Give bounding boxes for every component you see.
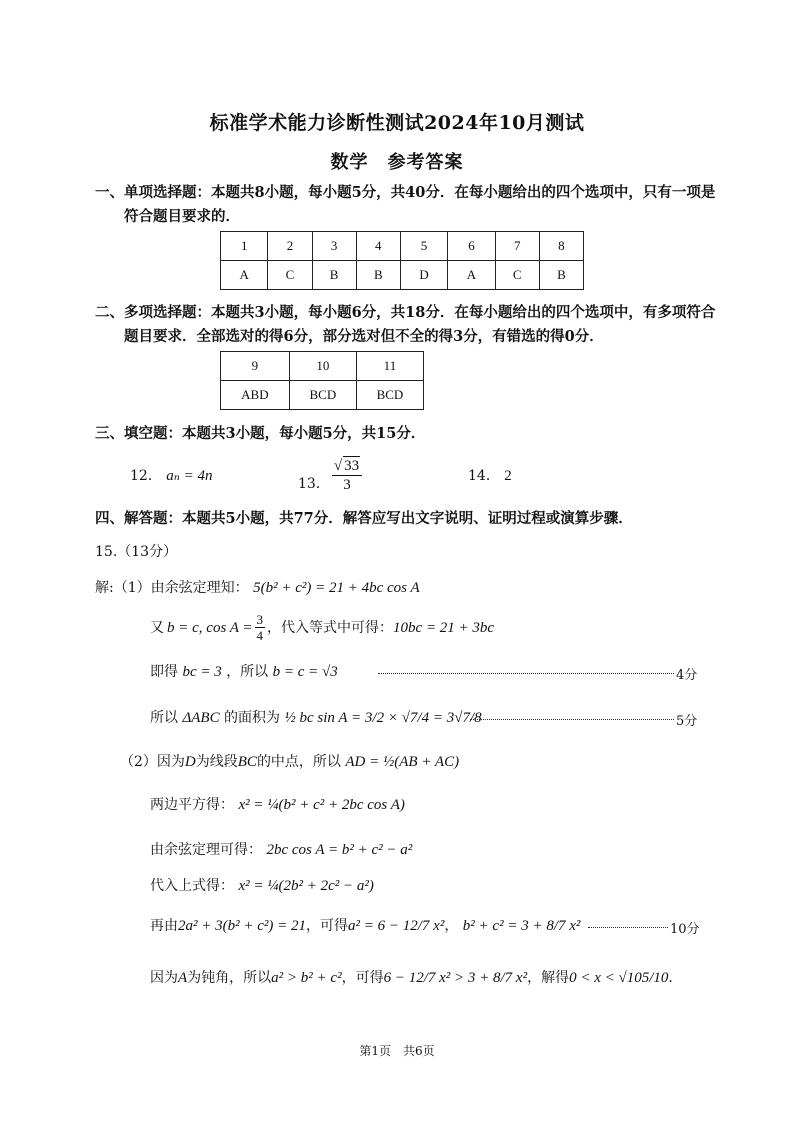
table-row-questions: [221, 232, 584, 261]
angle-name: A: [178, 970, 188, 986]
solution-text: 由余弦定理可得：: [150, 842, 262, 858]
table-row-questions: [221, 352, 424, 381]
page-subtitle: 数学 参考答案: [330, 152, 464, 173]
q14-answer: [468, 466, 512, 486]
page-footer: 第1页 共6页: [359, 1044, 435, 1058]
question-number: 7: [495, 232, 539, 261]
section3-instructions: 三、填空题：本题共3小题，每小题5分，共15分．: [95, 425, 426, 442]
solution-line-6: [150, 795, 405, 815]
answer-cell: ABD: [221, 381, 290, 410]
solution-text: ，代入等式中可得：: [267, 619, 394, 636]
solution-text: 两边平方得：: [150, 797, 234, 813]
question-number: 2: [268, 232, 312, 261]
formula: x² = ¼(2b² + 2c² − a²): [238, 878, 374, 894]
question-number: 8: [539, 232, 583, 261]
formula: 5(b² + c²) = 21 + 4bc cos A: [253, 580, 420, 596]
answer-cell: A: [448, 261, 495, 290]
solution-text: 解:（1）由余弦定理知：: [95, 580, 249, 596]
formula: b² + c² = 3 + 8/7 x²: [462, 918, 581, 934]
q13-denominator: 3: [343, 477, 351, 493]
score-marker: 10分: [670, 922, 700, 937]
answer-cell: BCD: [356, 381, 423, 410]
segment-name: BC: [237, 754, 257, 770]
question-number: 5: [400, 232, 447, 261]
solution-line-1: [95, 578, 420, 598]
answer-cell: C: [495, 261, 539, 290]
single-choice-answer-table: [220, 231, 584, 290]
formula: a² > b² + c²: [271, 970, 342, 986]
solution-text: 所以: [150, 710, 178, 726]
formula: 2bc cos A = b² + c² − a²: [266, 842, 413, 858]
formula: bc = 3: [182, 664, 222, 680]
formula: a² = 6 − 12/7 x²: [348, 918, 445, 934]
answer-cell: B: [356, 261, 400, 290]
solution-text: ，解得: [527, 970, 570, 986]
question-number: 10: [289, 352, 356, 381]
formula: ½ bc sin A = 3/2 × √7/4 = 3√7/8: [284, 710, 482, 726]
question-number: 11: [356, 352, 423, 381]
solution-text: 又: [150, 619, 164, 636]
score-leader-dots: [470, 719, 674, 720]
denominator: 4: [256, 628, 264, 643]
formula: AD = ½(AB + AC): [345, 754, 460, 770]
point-name: D: [184, 754, 196, 770]
score-marker: 4分: [676, 668, 698, 683]
q13-answer: [298, 456, 364, 494]
formula: 2a² + 3(b² + c²) = 21: [178, 918, 307, 934]
question-number: 3: [312, 232, 356, 261]
solution-line-2: [150, 612, 494, 643]
formula: b = c = √3: [272, 664, 338, 680]
solution-line-8: [150, 876, 374, 896]
table-row-answers: [221, 261, 584, 290]
solution-line-9: 再由2a² + 3(b² + c²) = 21，可得a² = 6 − 12/7 x²， b² + c² = 3 + 8/7 x²: [150, 918, 581, 934]
solution-text: （2）因为: [120, 754, 185, 770]
answer-cell: C: [268, 261, 312, 290]
answer-cell: B: [312, 261, 356, 290]
solution-line-10: 因为A为钝角，所以a² > b² + c²，可得6 − 12/7 x² > 3 + 8/7 x²，解得0 < x < √105/10．: [150, 970, 683, 986]
page-title: 标准学术能力诊断性测试2024年10月测试: [209, 112, 585, 134]
answer-cell: B: [539, 261, 583, 290]
q12-answer: [130, 466, 212, 486]
formula: 10bc = 21 + 3bc: [393, 619, 495, 636]
score-marker: 5分: [676, 714, 698, 729]
numerator: 3: [256, 612, 264, 627]
formula: x² = ¼(b² + c² + 2bc cos A): [238, 797, 405, 813]
q14-label: 14．: [468, 468, 500, 484]
answer-cell: A: [221, 261, 268, 290]
question-number: 9: [221, 352, 290, 381]
formula: 6 − 12/7 x² > 3 + 8/7 x²: [383, 970, 528, 986]
solution-text: ，所以: [226, 664, 269, 680]
question-number: 4: [356, 232, 400, 261]
section4-instructions: 四、解答题：本题共5小题，共77分．解答应写出文字说明、证明过程或演算步骤．: [95, 510, 633, 527]
q13-numerator: 33: [344, 458, 360, 474]
score-leader-dots: [588, 927, 668, 928]
solution-text: 为线段: [195, 754, 238, 770]
solution-text: ，可得: [341, 970, 384, 986]
table-row-answers: [221, 381, 424, 410]
solution-line-5: [120, 752, 459, 772]
q13-fraction: $\frac{√ 33}{3}$: [332, 456, 362, 494]
formula: 0 < x < √105/10: [569, 970, 669, 986]
formula: b = c, cos A =: [167, 619, 253, 636]
score-leader-dots: [378, 673, 674, 674]
solution-line-4: [150, 708, 482, 728]
solution-line-7: [150, 840, 412, 860]
q12-label: 12．: [130, 468, 162, 484]
solution-text: 再由: [150, 918, 178, 934]
solution-text: 因为: [150, 970, 178, 986]
q15-heading: 15.（13分）: [95, 544, 178, 560]
fraction: [255, 612, 266, 643]
question-number: 6: [448, 232, 495, 261]
section1-instructions-line1: 一、单项选择题：本题共8小题，每小题5分，共40分．在每小题给出的四个选项中，只有一项是: [95, 184, 716, 201]
solution-line-3: [150, 662, 338, 682]
solution-text: 的面积为: [224, 710, 281, 726]
solution-text: 的中点，所以: [256, 754, 341, 770]
section1-instructions-line2: 符合题目要求的．: [124, 208, 240, 225]
section2-instructions-line2: 题目要求．全部选对的得6分，部分选对但不全的得3分，有错选的得0分．: [124, 328, 604, 345]
solution-text: 代入上式得：: [150, 878, 234, 894]
triangle-name: ΔABC: [182, 710, 220, 726]
q12-formula: aₙ = 4n: [166, 468, 213, 484]
solution-text: 即得: [150, 664, 178, 680]
question-number: 1: [221, 232, 268, 261]
answer-cell: BCD: [289, 381, 356, 410]
q13-label: 13．: [298, 476, 330, 492]
solution-text: ，可得: [306, 918, 349, 934]
multi-choice-answer-table: [220, 351, 424, 410]
q14-value: 2: [504, 468, 512, 484]
answer-cell: D: [400, 261, 447, 290]
section2-instructions-line1: 二、多项选择题：本题共3小题，每小题6分，共18分．在每小题给出的四个选项中，有多项符合: [95, 304, 716, 321]
solution-text: 为钝角，所以: [187, 970, 272, 986]
